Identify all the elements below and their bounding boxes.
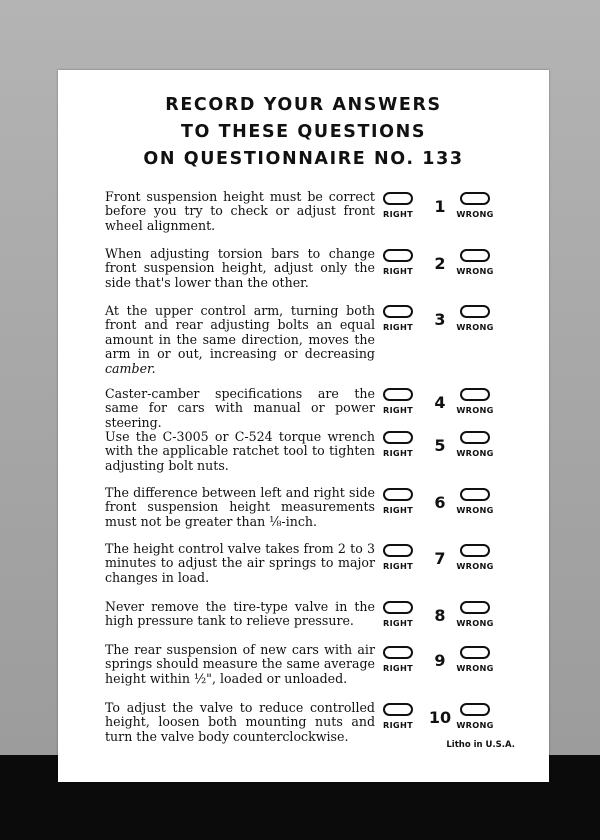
right-label: RIGHT bbox=[382, 209, 413, 219]
wrong-label: WRONG bbox=[456, 322, 494, 332]
wrong-bubble[interactable] bbox=[460, 488, 490, 501]
question-10-text bbox=[105, 701, 375, 744]
wrong-bubble[interactable] bbox=[460, 646, 490, 659]
question-text: Front suspension height must be correct before you try to check or adjust front wheel alignment. bbox=[105, 189, 375, 233]
answer-9-right[interactable] bbox=[378, 646, 418, 673]
wrong-label: WRONG bbox=[456, 448, 494, 458]
right-bubble[interactable] bbox=[383, 249, 413, 262]
wrong-bubble[interactable] bbox=[460, 601, 490, 614]
wrong-label: WRONG bbox=[456, 618, 494, 628]
right-bubble[interactable] bbox=[383, 388, 413, 401]
title-line-1: RECORD YOUR ANSWERS bbox=[165, 95, 442, 115]
wrong-bubble[interactable] bbox=[460, 192, 490, 205]
answer-8-wrong[interactable] bbox=[455, 601, 495, 628]
answer-sheet bbox=[58, 70, 549, 782]
question-9-number: 9 bbox=[434, 651, 446, 670]
question-8-text bbox=[105, 600, 375, 629]
wrong-bubble[interactable] bbox=[460, 703, 490, 716]
question-text: The height control valve takes from 2 to 3 minutes to adjust the air springs to major changes in load. bbox=[105, 541, 375, 585]
answer-4-right[interactable] bbox=[378, 388, 418, 415]
question-6-text bbox=[105, 486, 375, 529]
right-label: RIGHT bbox=[382, 618, 413, 628]
question-text: Use the C-3005 or C-524 torque wrench with the applicable ratchet tool to tighten adjusting bolt nuts. bbox=[105, 429, 375, 473]
question-text: The rear suspension of new cars with air springs should measure the same average height within ½", loaded or unloaded. bbox=[105, 642, 375, 686]
question-text: Never remove the tire-type valve in the high pressure tank to relieve pressure. bbox=[105, 599, 375, 629]
question-8-number: 8 bbox=[434, 606, 446, 625]
question-4-text bbox=[105, 387, 375, 430]
question-7-number: 7 bbox=[434, 549, 446, 568]
question-7-text bbox=[105, 542, 375, 585]
answer-7-right[interactable] bbox=[378, 544, 418, 571]
wrong-bubble[interactable] bbox=[460, 544, 490, 557]
question-6-number: 6 bbox=[434, 493, 446, 512]
wrong-label: WRONG bbox=[456, 663, 494, 673]
question-text: When adjusting torsion bars to change front suspension height, adjust only the side that's lower than the other. bbox=[105, 246, 375, 290]
right-label: RIGHT bbox=[382, 720, 413, 730]
answer-4-wrong[interactable] bbox=[455, 388, 495, 415]
question-text-emphasis: camber. bbox=[105, 360, 156, 376]
question-4-number: 4 bbox=[434, 393, 446, 412]
wrong-label: WRONG bbox=[456, 505, 494, 515]
right-label: RIGHT bbox=[382, 266, 413, 276]
wrong-label: WRONG bbox=[456, 209, 494, 219]
question-5-number: 5 bbox=[434, 436, 446, 455]
question-1-number: 1 bbox=[434, 197, 446, 216]
question-2-text bbox=[105, 247, 375, 290]
right-label: RIGHT bbox=[382, 505, 413, 515]
wrong-bubble[interactable] bbox=[460, 431, 490, 444]
answer-7-wrong[interactable] bbox=[455, 544, 495, 571]
question-3-number: 3 bbox=[434, 310, 446, 329]
right-label: RIGHT bbox=[382, 322, 413, 332]
answer-5-right[interactable] bbox=[378, 431, 418, 458]
answer-1-right[interactable] bbox=[378, 192, 418, 219]
question-10-number: 10 bbox=[428, 708, 452, 727]
right-label: RIGHT bbox=[382, 448, 413, 458]
answer-6-right[interactable] bbox=[378, 488, 418, 515]
wrong-label: WRONG bbox=[456, 561, 494, 571]
question-text: The difference between left and right side front suspension height measurements must not be greater than ⅛-inch. bbox=[105, 485, 375, 529]
title-line-3: ON QUESTIONNAIRE NO. 133 bbox=[143, 149, 464, 169]
wrong-bubble[interactable] bbox=[460, 249, 490, 262]
answer-6-wrong[interactable] bbox=[455, 488, 495, 515]
answer-5-wrong[interactable] bbox=[455, 431, 495, 458]
question-text-main: At the upper control arm, turning both front and rear adjusting bolts an equal amount in the same direction, moves the arm in or out, increasing or decreasing bbox=[105, 303, 375, 362]
right-bubble[interactable] bbox=[383, 305, 413, 318]
wrong-label: WRONG bbox=[456, 720, 494, 730]
printer-credit: Litho in U.S.A. bbox=[446, 740, 515, 750]
answer-2-right[interactable] bbox=[378, 249, 418, 276]
wrong-label: WRONG bbox=[456, 405, 494, 415]
question-text: To adjust the valve to reduce controlled height, loosen both mounting nuts and turn the valve body counterclockwise. bbox=[105, 700, 375, 744]
question-text bbox=[105, 304, 375, 376]
right-bubble[interactable] bbox=[383, 544, 413, 557]
answer-8-right[interactable] bbox=[378, 601, 418, 628]
right-bubble[interactable] bbox=[383, 601, 413, 614]
right-bubble[interactable] bbox=[383, 488, 413, 501]
question-2-number: 2 bbox=[434, 254, 446, 273]
wrong-bubble[interactable] bbox=[460, 305, 490, 318]
question-5-text bbox=[105, 430, 375, 473]
right-bubble[interactable] bbox=[383, 646, 413, 659]
right-label: RIGHT bbox=[382, 405, 413, 415]
question-1-text bbox=[105, 190, 375, 233]
answer-9-wrong[interactable] bbox=[455, 646, 495, 673]
wrong-bubble[interactable] bbox=[460, 388, 490, 401]
answer-1-wrong[interactable] bbox=[455, 192, 495, 219]
wrong-label: WRONG bbox=[456, 266, 494, 276]
right-bubble[interactable] bbox=[383, 703, 413, 716]
question-text: Caster-camber specifications are the same for cars with manual or power steering. bbox=[105, 386, 375, 430]
title-line-2: TO THESE QUESTIONS bbox=[180, 122, 427, 142]
right-bubble[interactable] bbox=[383, 192, 413, 205]
answer-10-right[interactable] bbox=[378, 703, 418, 730]
answer-2-wrong[interactable] bbox=[455, 249, 495, 276]
question-3-text bbox=[105, 304, 375, 376]
answer-3-right[interactable] bbox=[378, 305, 418, 332]
right-label: RIGHT bbox=[382, 561, 413, 571]
answer-10-wrong[interactable] bbox=[455, 703, 495, 730]
sheet-title bbox=[58, 92, 549, 173]
right-label: RIGHT bbox=[382, 663, 413, 673]
right-bubble[interactable] bbox=[383, 431, 413, 444]
answer-3-wrong[interactable] bbox=[455, 305, 495, 332]
question-9-text bbox=[105, 643, 375, 686]
